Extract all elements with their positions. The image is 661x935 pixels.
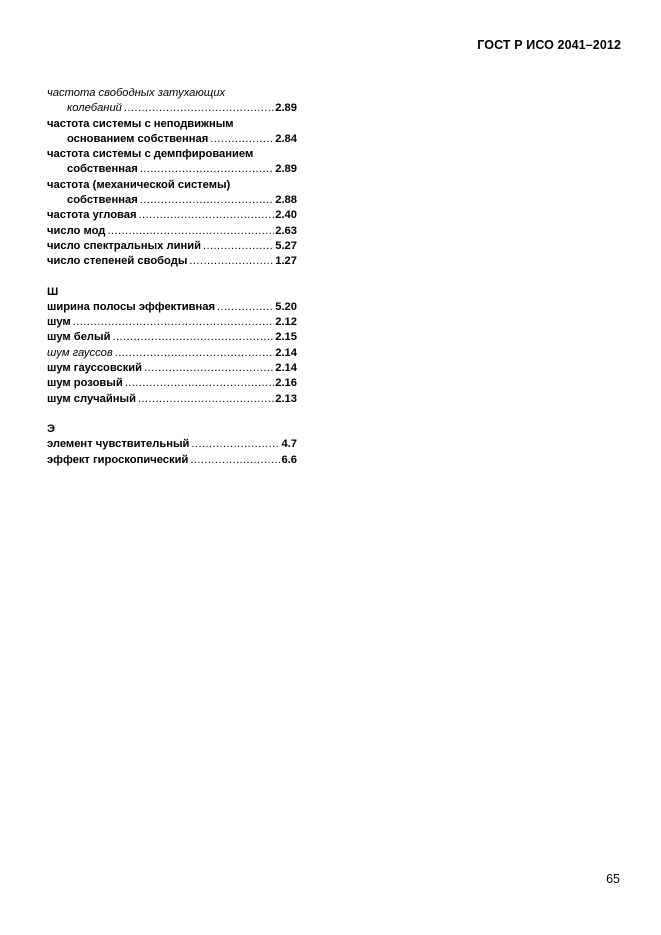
index-term: шум розовый <box>47 377 123 390</box>
index-reference: 2.89 <box>275 163 297 176</box>
index-term: частота угловая <box>47 209 137 222</box>
index-term-line: частота системы с демпфированием <box>47 148 254 161</box>
index-term: эффект гироскопический <box>47 453 189 466</box>
index-reference: 2.14 <box>275 346 297 359</box>
leader-dots <box>115 346 274 361</box>
index-reference: 5.20 <box>275 300 297 313</box>
index-term: число мод <box>47 224 106 237</box>
index-reference: 6.6 <box>281 453 297 466</box>
index-entry <box>47 300 297 315</box>
index-entry <box>47 392 297 407</box>
index-entry <box>47 315 297 330</box>
leader-dots <box>191 437 280 452</box>
index-entry <box>47 147 297 178</box>
document-header: ГОСТ Р ИСО 2041–2012 <box>477 38 621 52</box>
index-term-line: частота системы с неподвижным <box>47 117 234 130</box>
index-reference: 2.12 <box>275 316 297 329</box>
index-reference: 2.16 <box>275 377 297 390</box>
index-term: шум белый <box>47 331 111 344</box>
leader-dots <box>73 315 275 330</box>
leader-dots <box>139 208 275 223</box>
leader-dots <box>112 330 274 345</box>
index-term: число спектральных линий <box>47 239 201 252</box>
index-term-line: частота свободных затухающих <box>47 87 226 99</box>
index-reference: 2.88 <box>275 194 297 207</box>
index-entry <box>47 178 297 209</box>
leader-dots <box>189 254 274 269</box>
index-term-line: частота (механической системы) <box>47 178 231 191</box>
leader-dots <box>107 224 274 239</box>
index-entry <box>47 346 297 361</box>
leader-dots <box>210 132 274 147</box>
index-reference: 4.7 <box>281 438 297 451</box>
index-term: основанием собственная <box>67 132 209 145</box>
index-entry <box>47 86 297 117</box>
leader-dots <box>138 392 274 407</box>
leader-dots <box>144 361 274 376</box>
alphabetical-index <box>47 86 297 468</box>
section-letter: Э <box>47 422 55 435</box>
index-entry <box>47 437 297 452</box>
index-reference: 5.27 <box>275 239 297 252</box>
index-term: собственная <box>67 194 138 207</box>
page-number: 65 <box>606 872 620 886</box>
index-entry <box>47 361 297 376</box>
leader-dots <box>140 162 274 177</box>
index-entry <box>47 224 297 239</box>
index-term: шум <box>47 316 71 329</box>
index-term: колебаний <box>67 102 122 115</box>
index-reference: 2.84 <box>275 132 297 145</box>
index-term: элемент чувствительный <box>47 438 190 451</box>
leader-dots <box>217 300 274 315</box>
index-reference: 2.89 <box>275 102 297 115</box>
index-entry <box>47 254 297 269</box>
index-reference: 2.14 <box>275 362 297 375</box>
index-term: шум гауссовский <box>47 362 143 375</box>
section-letter: Ш <box>47 285 59 298</box>
leader-dots <box>124 101 274 116</box>
index-entry <box>47 117 297 148</box>
leader-dots <box>140 193 274 208</box>
leader-dots <box>125 376 274 391</box>
index-term: ширина полосы эффективная <box>47 300 216 313</box>
index-reference: 1.27 <box>275 255 297 268</box>
index-entry <box>47 376 297 391</box>
index-term: собственная <box>67 163 138 176</box>
index-reference: 2.13 <box>275 392 297 405</box>
index-reference: 2.63 <box>275 224 297 237</box>
index-reference: 2.15 <box>275 331 297 344</box>
index-entry <box>47 208 297 223</box>
index-reference: 2.40 <box>275 209 297 222</box>
index-term: шум гауссов <box>47 346 113 359</box>
index-term: число степеней свободы <box>47 255 188 268</box>
index-entry <box>47 239 297 254</box>
index-entry <box>47 453 297 468</box>
index-entry <box>47 330 297 345</box>
leader-dots <box>190 453 280 468</box>
index-term: шум случайный <box>47 392 136 405</box>
leader-dots <box>203 239 274 254</box>
